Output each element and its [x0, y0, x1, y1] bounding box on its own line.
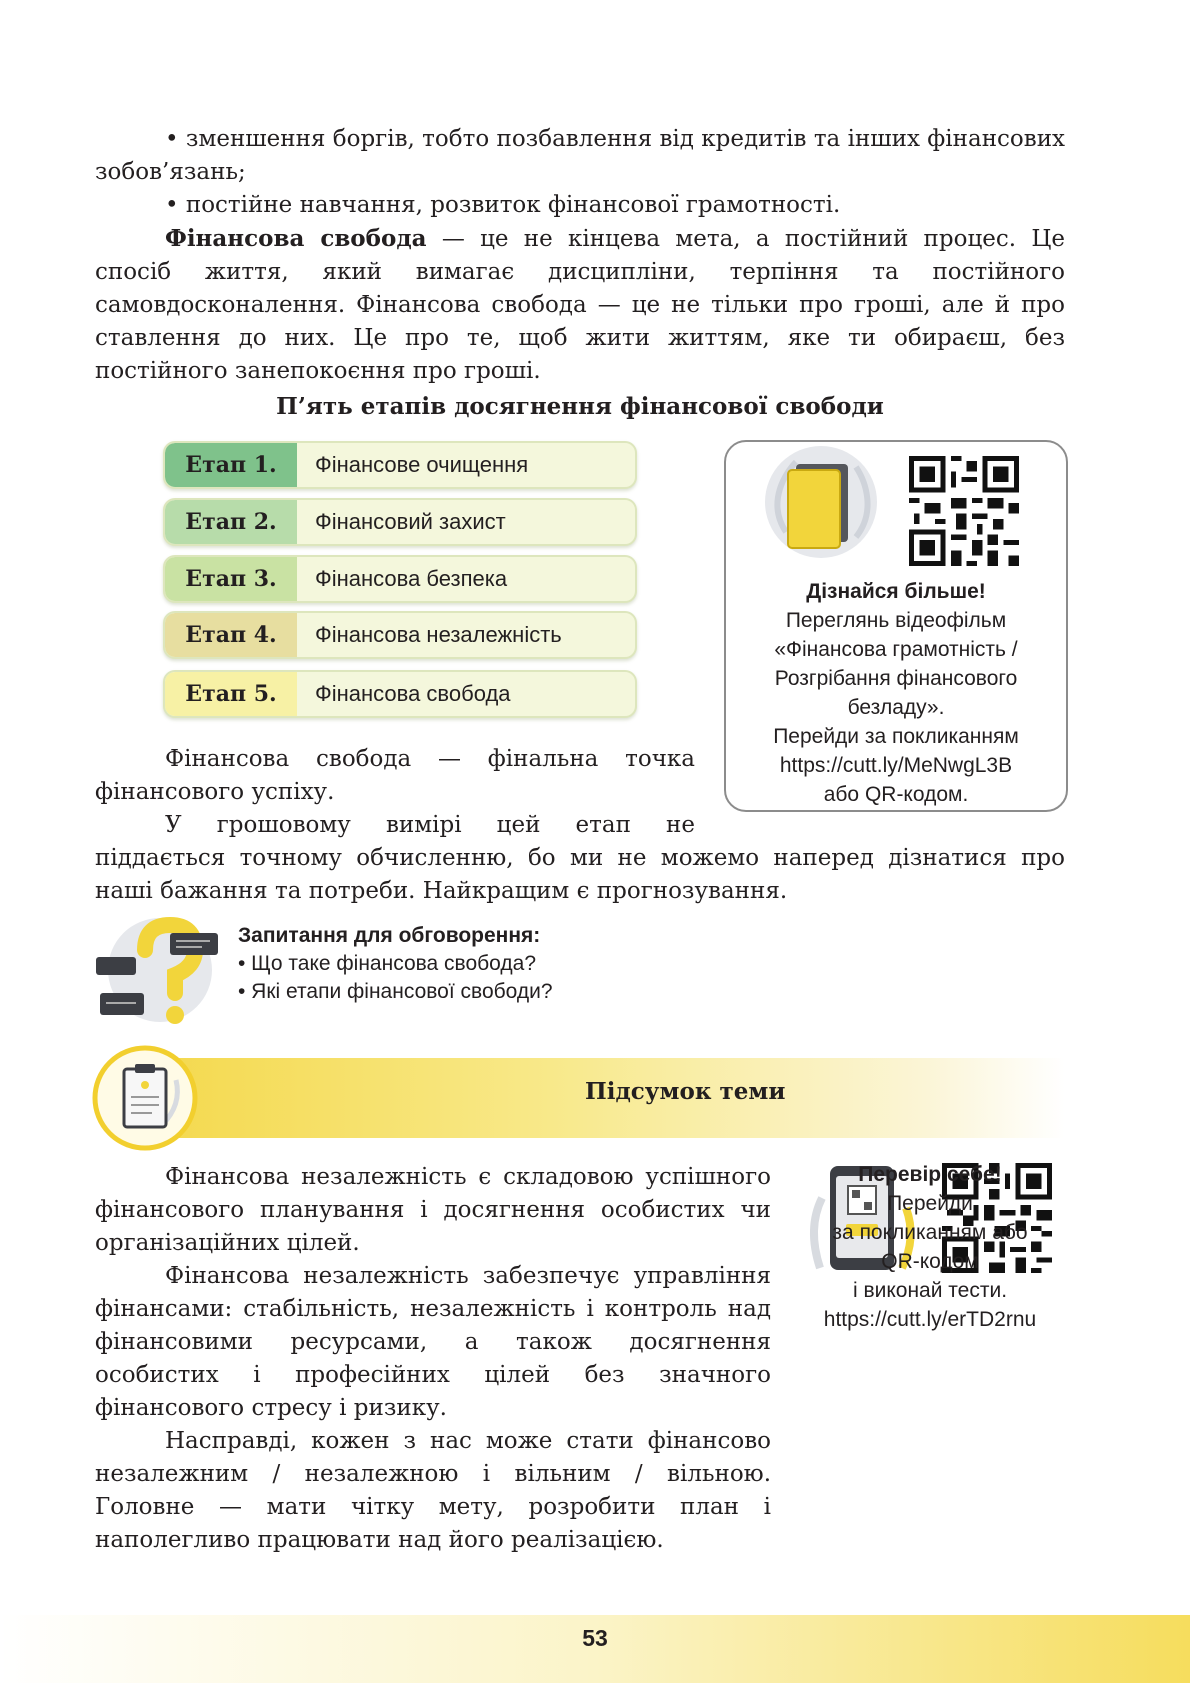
stages-title: П’ять етапів досягнення фінансової свободи: [276, 393, 884, 420]
learn-more-line: Перейди за покликанням: [773, 725, 1019, 748]
final-point-paragraph: Фінансова свобода — фінальна точка фінансового успіху.: [95, 746, 695, 805]
self-check-block: [795, 1160, 1065, 1334]
summary-paragraph: Фінансова незалежність є складовою успішного фінансового планування і досягнення особистих чи організаційних цілей.: [95, 1164, 771, 1256]
stage-label: Етап 5.: [165, 672, 297, 716]
learn-more-card: [724, 440, 1068, 812]
measure-paragraph: піддається точному обчисленню, бо ми не можемо наперед дізнатися про наші бажання та потреби. Найкращим є прогнозування.: [95, 845, 1065, 904]
stage-label: Етап 3.: [165, 557, 297, 601]
intro-paragraph: [95, 222, 1065, 388]
learn-more-line: безладу».: [847, 696, 945, 719]
stage-label: Етап 1.: [165, 443, 297, 487]
stage-label: Етап 4.: [165, 613, 297, 657]
self-check-line: Перейди: [887, 1192, 973, 1215]
stage-row: [163, 555, 637, 603]
learn-more-link[interactable]: https://cutt.ly/MeNwgL3B: [779, 754, 1013, 777]
page-number: 53: [582, 1625, 608, 1651]
intro-term: Фінансова свобода: [165, 225, 427, 252]
stage-row: [163, 611, 637, 659]
discussion-block: [238, 922, 553, 1006]
learn-more-line: або QR-кодом.: [823, 783, 969, 806]
self-check-title: Перевір себе!: [858, 1163, 1002, 1186]
discussion-question: • Що таке фінансова свобода?: [238, 952, 537, 975]
learn-more-line: «Фінансова грамотність /: [774, 638, 1018, 661]
stage-name: Фінансова незалежність: [315, 622, 562, 647]
stage-name: Фінансова свобода: [315, 681, 511, 706]
stage-label: Етап 2.: [165, 500, 297, 544]
summary-paragraph: Фінансова незалежність забезпечує управління фінансами: стабільність, незалежність і контроль над фінансовими ресурсами, а також досягнення особистих і професійних цілей без значного фінансового стресу і ризику.: [95, 1263, 771, 1421]
clipboard-icon: [92, 1045, 198, 1151]
self-check-line: і виконай тести.: [852, 1279, 1008, 1302]
learn-more-line: Розгрібання фінансового: [774, 667, 1018, 690]
learn-more-title: Дізнайся більше!: [806, 580, 986, 603]
self-check-line: за покликанням або: [832, 1221, 1028, 1244]
bullet-learning: • постійне навчання, розвиток фінансової грамотності.: [165, 192, 841, 218]
intro-text: — це не кінцева мета, а постійний процес. Це спосіб життя, який вимагає дисципліни, терпіння та постійного самовдосконалення. Фінансова свобода — це не тільки про гроші, але й про ставлення до них. Це про те, щоб жити життям, яке ти обираєш, без постійного занепокоєння про гроші.: [95, 226, 1065, 384]
summary-banner: [130, 1058, 1065, 1138]
stage-name: Фінансова безпека: [315, 566, 508, 591]
learn-more-line: Переглянь відеофільм: [785, 609, 1007, 632]
stage-row: [163, 441, 637, 489]
stage-name: Фінансове очищення: [315, 452, 529, 477]
discussion-question: • Які етапи фінансової свободи?: [238, 980, 553, 1003]
stage-name: Фінансовий захист: [315, 509, 506, 534]
bullet-debt: • зменшення боргів, тобто позбавлення від кредитів та інших фінансових зобов’язань;: [95, 126, 1065, 185]
self-check-line: QR-кодом: [881, 1250, 979, 1273]
stage-row: [163, 670, 637, 718]
measure-line: У грошовому вимірі цей етап не: [165, 812, 695, 838]
self-check-link[interactable]: https://cutt.ly/erTD2rnu: [823, 1308, 1037, 1331]
question-icon: [90, 915, 220, 1035]
qr-code-icon[interactable]: [909, 456, 1019, 566]
summary-paragraph: Насправді, кожен з нас може стати фінансово незалежним / незалежною і вільним / вільною. Головне — мати чітку мету, розробити план і наполегливо працювати над його реалізацією.: [95, 1428, 771, 1553]
stage-row: [163, 498, 637, 546]
discussion-title: Запитання для обговорення:: [238, 924, 541, 947]
summary-title: Підсумок теми: [585, 1078, 786, 1105]
